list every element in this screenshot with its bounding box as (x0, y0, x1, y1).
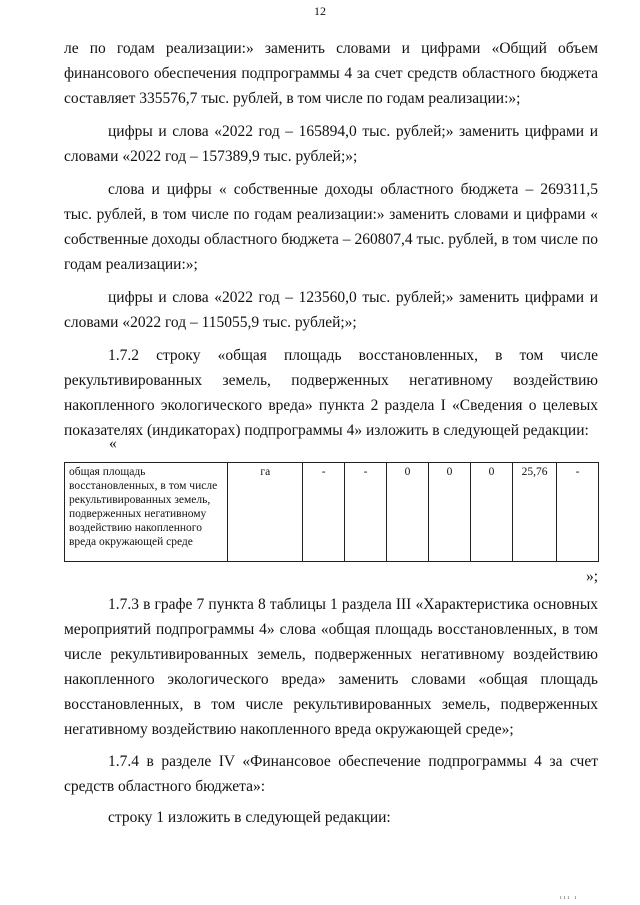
indicator-table (64, 462, 599, 562)
unit-cell: га (228, 463, 303, 562)
paragraph-4: цифры и слова «2022 год – 123560,0 тыс. рублей;» заменить цифрами и словами «2022 год – 115055,9 тыс. рублей;»; (64, 289, 598, 331)
value-cell: - (303, 463, 345, 562)
page-number: 12 (314, 4, 326, 18)
paragraph-8: строку 1 изложить в следующей редакции: (108, 809, 391, 826)
value-cell: - (557, 463, 599, 562)
value-cell: 25,76 (513, 463, 557, 562)
footer-scan-mark: ııı ı (560, 895, 579, 901)
value-cell: 0 (429, 463, 471, 562)
indicator-name-cell: общая площадь восстановленных, в том числе рекультивированных земель, подверженных негативному воздействию накопленного вреда окружающей среде (65, 463, 228, 562)
opening-quote: « (109, 435, 117, 452)
closing-quote: »; (586, 568, 599, 585)
paragraph-5: 1.7.2 строку «общая площадь восстановленных, в том числе рекультивированных земель, подверженных негативному воздействию накопленного экологического вреда» пункта 2 раздела I «Сведения о целевых показателях (индикаторах) подпрограммы 4» изложить в следующей редакции: (64, 347, 598, 439)
paragraph-7: 1.7.4 в разделе IV «Финансовое обеспечение подпрограммы 4 за счет средств областного бюджета»: (64, 753, 598, 795)
value-cell: - (345, 463, 387, 562)
value-cell: 0 (471, 463, 513, 562)
value-cell: 0 (386, 463, 428, 562)
paragraph-2: цифры и слова «2022 год – 165894,0 тыс. рублей;» заменить цифрами и словами «2022 год – 157389,9 тыс. рублей;»; (64, 123, 598, 165)
table-row (65, 463, 599, 562)
paragraph-3: слова и цифры « собственные доходы областного бюджета – 269311,5 тыс. рублей, в том числе по годам реализации:» заменить словами и цифрами « собственные доходы областного бюджета – 260807,4 тыс. рублей, в том числе по годам реализации:»; (64, 181, 598, 273)
paragraph-1: ле по годам реализации:» заменить словами и цифрами «Общий объем финансового обеспечения подпрограммы 4 за счет средств областного бюджета составляет 335576,7 тыс. рублей, в том числе по годам реализации:»; (64, 40, 598, 107)
paragraph-6: 1.7.3 в графе 7 пункта 8 таблицы 1 раздела III «Характеристика основных мероприятий подпрограммы 4» слова «общая площадь восстановленных, в том числе рекультивированных земель, подверженных негативному воздействию накопленного экологического вреда» заменить словами «общая площадь восстановленных, в том числе рекультивированных земель, подверженных негативному воздействию накопленного вреда окружающей среде»; (64, 596, 598, 738)
